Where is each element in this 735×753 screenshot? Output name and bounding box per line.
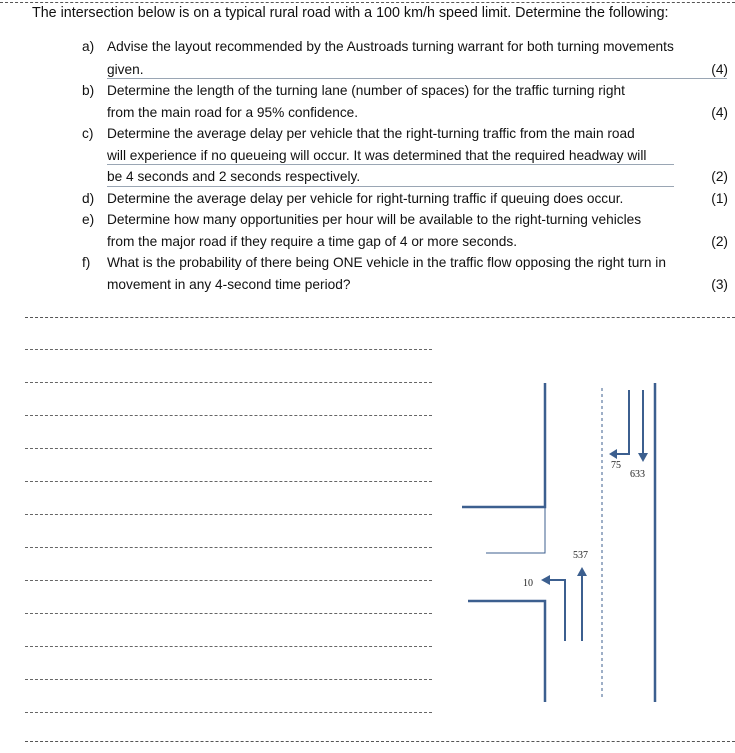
question-f-marks: (3) [711, 277, 728, 292]
question-c-line-2: will experience if no queueing will occur. It was determined that the required headway will [107, 148, 647, 163]
question-f-letter: f) [82, 255, 91, 270]
question-c-marks: (2) [711, 169, 728, 184]
question-c-letter: c) [82, 126, 94, 141]
left-turn-arrowhead [541, 575, 550, 585]
right-turn-arrow-southbound [614, 390, 629, 454]
question-f-line-1: What is the probability of there being ONE vehicle in the traffic flow opposing the right turn in [107, 255, 666, 270]
question-e-line-1: Determine how many opportunities per hour will be available to the right-turning vehicles [107, 212, 642, 227]
question-b-line-2: from the main road for a 95% confidence. [107, 105, 359, 120]
question-b-line-1: Determine the length of the turning lane (number of spaces) for the traffic turning right [107, 83, 625, 98]
question-d-line-1: Determine the average delay per vehicle for right-turning traffic if queuing does occur. [107, 191, 624, 206]
question-a-letter: a) [82, 39, 95, 54]
question-e-marks: (2) [711, 234, 728, 249]
question-b-letter: b) [82, 83, 95, 98]
left-turn-arrow-northbound [549, 580, 565, 641]
question-b-marks: (4) [711, 105, 728, 120]
volume-through-north: 537 [573, 550, 588, 561]
volume-left-turn: 10 [523, 578, 533, 589]
side-road-inner-edge [486, 507, 545, 553]
volume-through-south: 633 [630, 469, 645, 480]
question-intro: The intersection below is on a typical rural road with a 100 km/h speed limit. Determine the following: [32, 5, 669, 21]
road-edge-upper-left [462, 383, 545, 507]
question-a-line-2: given. [107, 62, 144, 77]
question-c-line-1: Determine the average delay per vehicle that the right-turning traffic from the main road [107, 126, 635, 141]
road-edge-lower-left [468, 601, 545, 702]
volume-right-turn-south: 75 [611, 460, 621, 471]
question-a-line-1: Advise the layout recommended by the Austroads turning warrant for both turning movements [107, 39, 674, 54]
through-arrowhead-northbound [577, 567, 587, 576]
question-d-marks: (1) [711, 191, 728, 206]
question-e-line-2: from the major road if they require a time gap of 4 or more seconds. [107, 234, 518, 249]
through-arrowhead-southbound [638, 453, 648, 462]
question-d-letter: d) [82, 191, 95, 206]
question-e-letter: e) [82, 212, 95, 227]
question-f-line-2: movement in any 4-second time period? [107, 277, 351, 292]
right-turn-arrowhead [609, 449, 617, 459]
question-a-marks: (4) [711, 62, 728, 77]
question-c-line-3: be 4 seconds and 2 seconds respectively. [107, 169, 361, 184]
